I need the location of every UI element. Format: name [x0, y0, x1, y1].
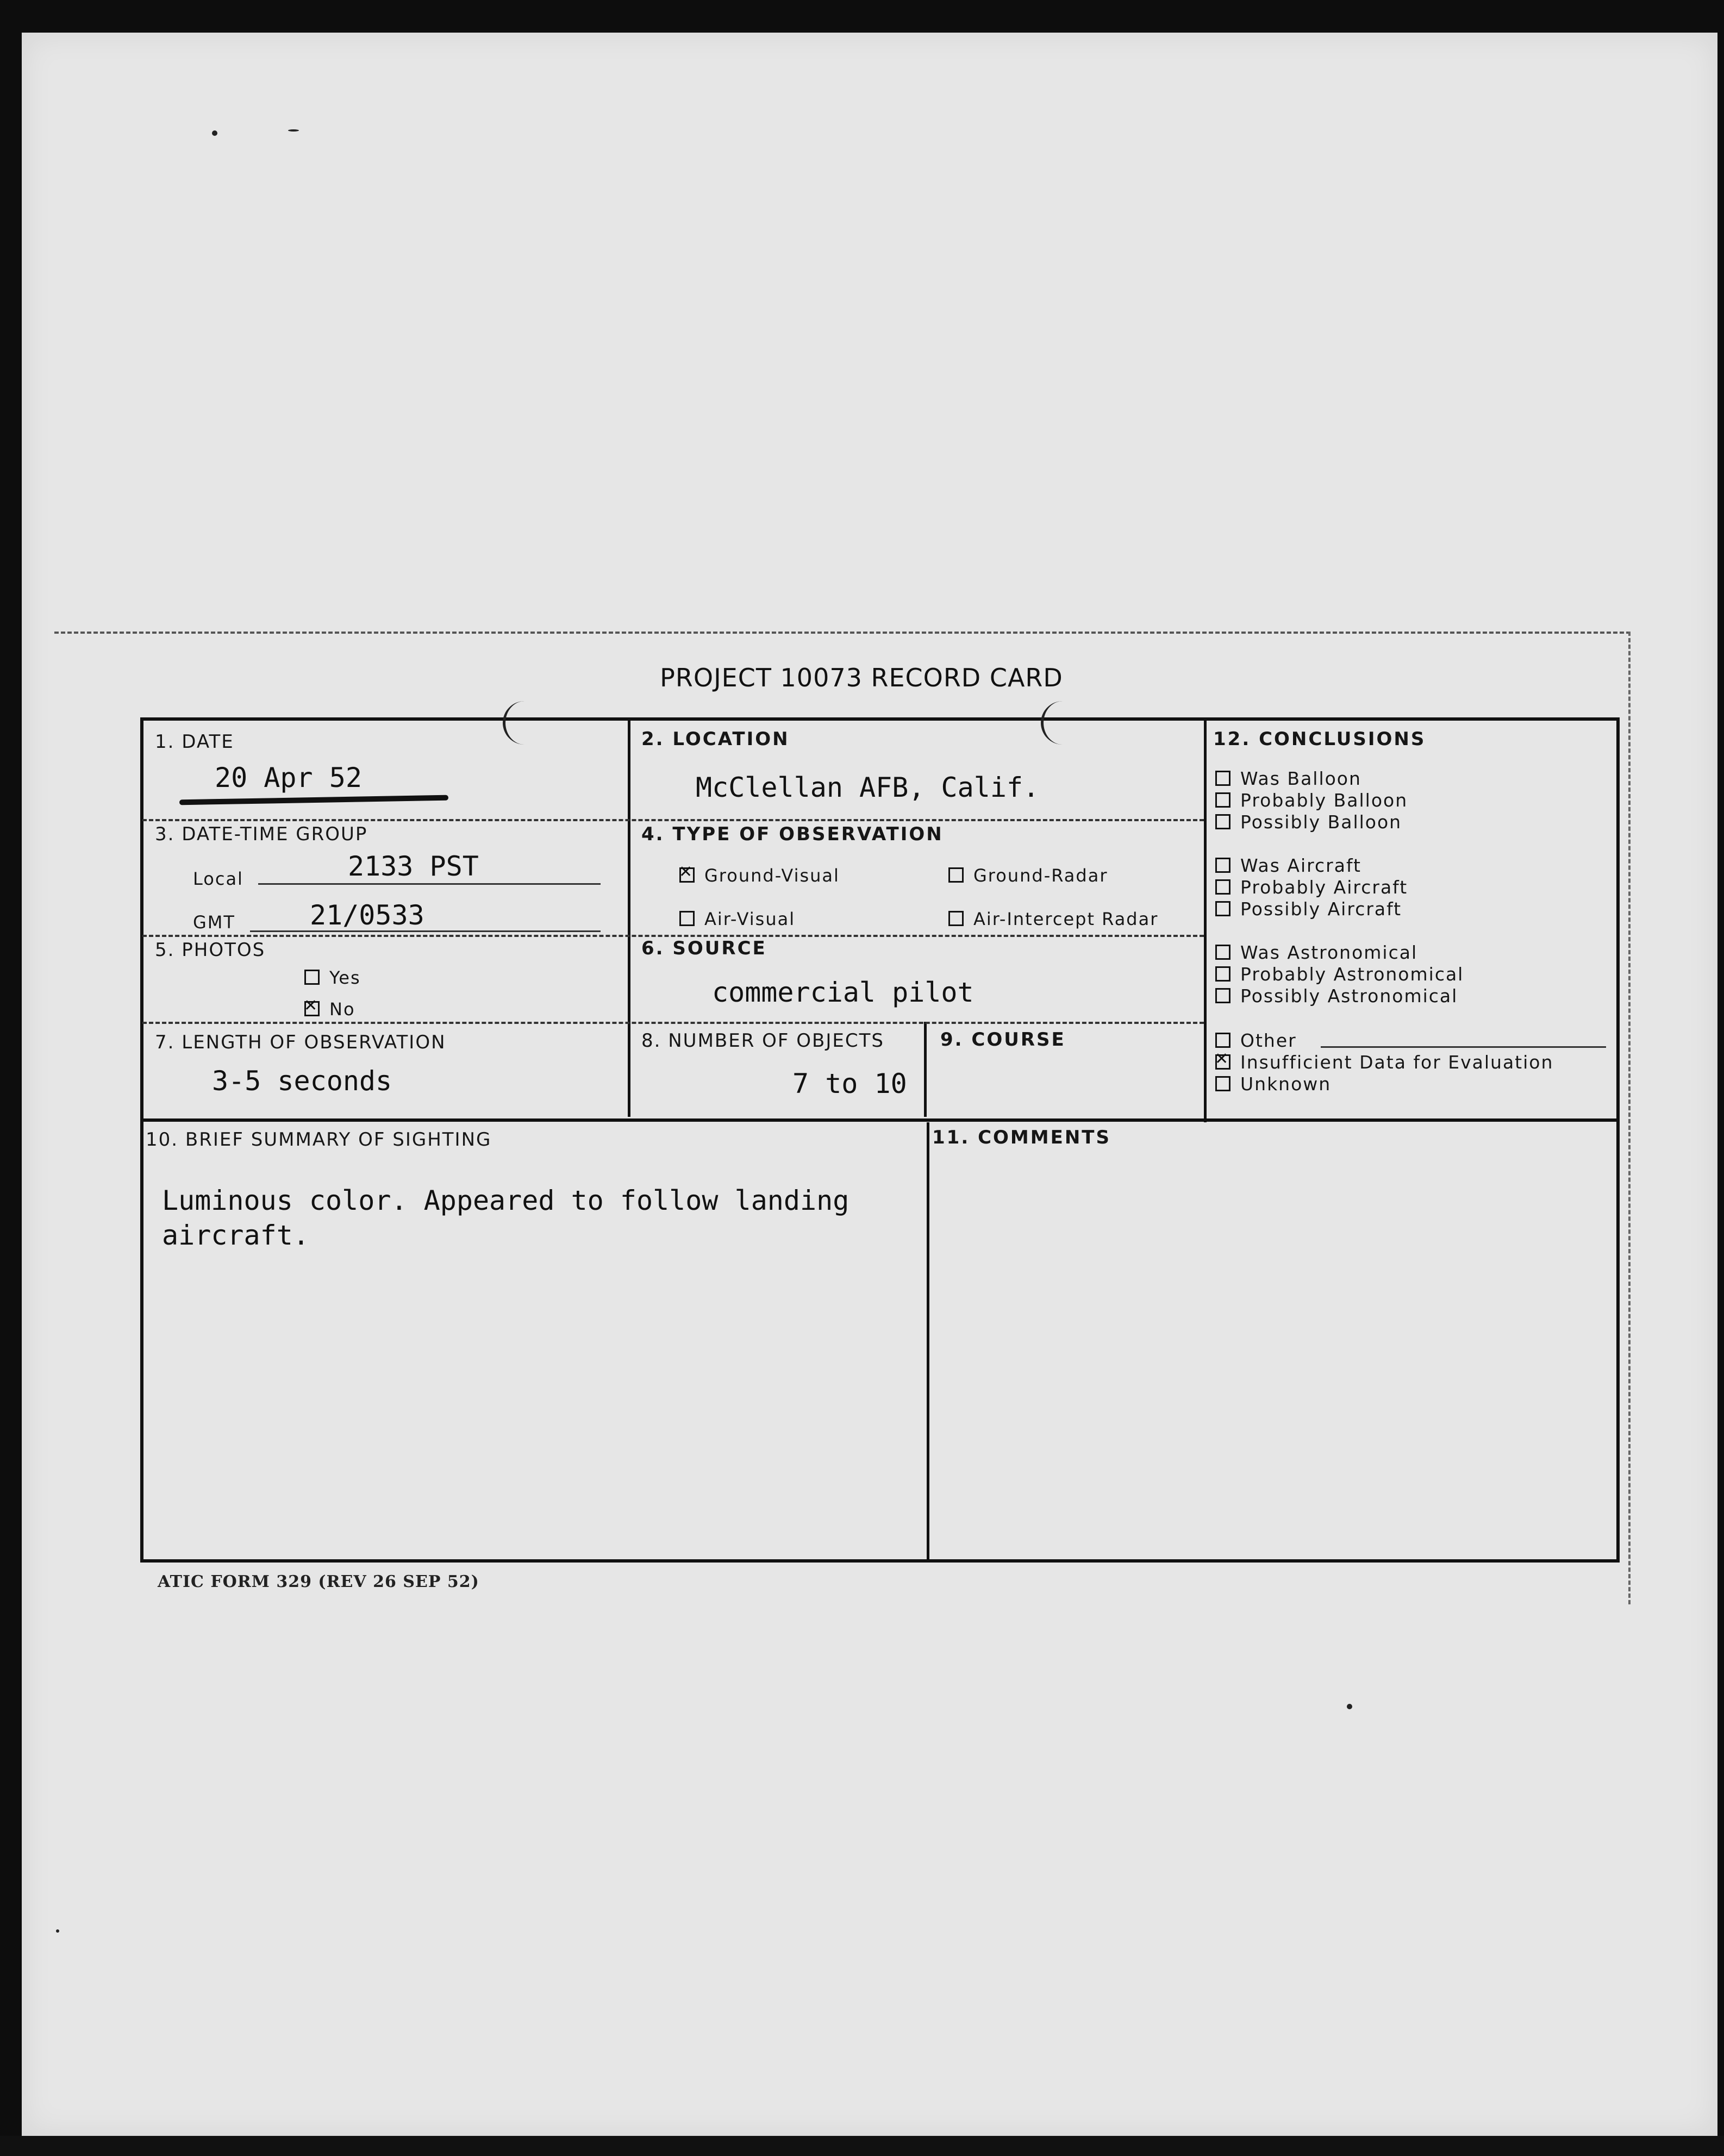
location-label: 2. LOCATION — [641, 728, 790, 750]
checkbox-ground-radar[interactable] — [948, 867, 964, 883]
checkbox[interactable] — [1215, 814, 1230, 829]
scan-border-bottom — [0, 2136, 1724, 2156]
source-label: 6. SOURCE — [641, 938, 767, 959]
objects-label: 8. NUMBER OF OBJECTS — [641, 1030, 884, 1052]
other-underline — [1321, 1046, 1606, 1048]
local-underline — [258, 883, 601, 885]
summary-line-2: aircraft. — [162, 1220, 309, 1251]
conclusion-possibly-astronomical[interactable]: Possibly Astronomical — [1215, 985, 1458, 1007]
checkbox-air-visual[interactable] — [679, 911, 695, 926]
scan-speck — [212, 130, 217, 136]
grid-divider — [142, 1022, 1204, 1024]
scan-speck — [56, 1929, 59, 1933]
source-value: commercial pilot — [712, 977, 974, 1008]
checkbox[interactable] — [1215, 792, 1230, 808]
checkbox-photos-yes[interactable] — [304, 970, 320, 985]
checkbox-ground-visual[interactable] — [679, 867, 695, 883]
option-photos-no[interactable]: ✕No — [304, 999, 355, 1020]
gmt-value: 21/0533 — [310, 899, 424, 931]
scan-border-left — [0, 0, 22, 2156]
card-title: PROJECT 10073 RECORD CARD — [660, 663, 1063, 692]
length-label: 7. LENGTH OF OBSERVATION — [155, 1032, 446, 1053]
date-value: 20 Apr 52 — [215, 762, 362, 793]
scan-speck — [1347, 1704, 1352, 1709]
gmt-underline — [250, 930, 601, 932]
option-air-intercept-radar[interactable]: Air-Intercept Radar — [948, 909, 1158, 929]
conclusions-label: 12. CONCLUSIONS — [1213, 728, 1426, 750]
date-label: 1. DATE — [155, 731, 234, 753]
conclusion-probably-aircraft[interactable]: Probably Aircraft — [1215, 877, 1408, 898]
conclusion-was-astronomical[interactable]: Was Astronomical — [1215, 942, 1417, 963]
checkbox[interactable] — [1215, 1076, 1230, 1091]
local-time-value: 2133 PST — [348, 851, 479, 882]
option-air-visual[interactable]: Air-Visual — [679, 909, 795, 929]
grid-divider — [927, 1122, 929, 1563]
checkbox[interactable] — [1215, 858, 1230, 873]
checkbox[interactable] — [1215, 901, 1230, 916]
checkbox[interactable] — [1215, 1033, 1230, 1048]
scan-speck — [288, 129, 299, 132]
checkbox[interactable] — [1215, 966, 1230, 982]
scan-border-right — [1717, 0, 1724, 2156]
conclusion-unknown[interactable]: Unknown — [1215, 1073, 1331, 1095]
conclusion-probably-astronomical[interactable]: Probably Astronomical — [1215, 964, 1464, 985]
option-ground-radar[interactable]: Ground-Radar — [948, 865, 1108, 886]
checkbox-air-intercept-radar[interactable] — [948, 911, 964, 926]
grid-divider — [142, 935, 1204, 937]
grid-divider — [142, 1118, 1618, 1122]
checkbox-photos-no[interactable] — [304, 1001, 320, 1016]
grid-divider — [1204, 720, 1207, 1122]
course-label: 9. COURSE — [940, 1029, 1066, 1051]
option-ground-visual[interactable]: ✕Ground-Visual — [679, 865, 840, 886]
conclusion-other[interactable]: Other — [1215, 1030, 1297, 1051]
comments-label: 11. COMMENTS — [932, 1127, 1111, 1148]
summary-line-1: Luminous color. Appeared to follow landing — [162, 1185, 849, 1216]
date-time-group-label: 3. DATE-TIME GROUP — [155, 823, 368, 845]
conclusion-probably-balloon[interactable]: Probably Balloon — [1215, 790, 1408, 811]
local-label: Local — [193, 868, 243, 889]
option-photos-yes[interactable]: Yes — [304, 967, 361, 988]
summary-label: 10. BRIEF SUMMARY OF SIGHTING — [146, 1129, 492, 1151]
grid-divider — [628, 720, 630, 1117]
photos-label: 5. PHOTOS — [155, 939, 266, 961]
objects-value: 7 to 10 — [792, 1068, 907, 1099]
conclusion-was-balloon[interactable]: Was Balloon — [1215, 768, 1361, 789]
grid-divider — [924, 1022, 927, 1117]
checkbox[interactable] — [1215, 945, 1230, 960]
checkbox[interactable] — [1215, 988, 1230, 1003]
checkbox[interactable] — [1215, 771, 1230, 786]
conclusion-possibly-aircraft[interactable]: Possibly Aircraft — [1215, 898, 1402, 920]
checkbox[interactable] — [1215, 1054, 1230, 1070]
conclusion-insufficient-data[interactable]: ✕Insufficient Data for Evaluation — [1215, 1052, 1553, 1073]
type-of-observation-label: 4. TYPE OF OBSERVATION — [641, 823, 944, 845]
grid-divider — [142, 819, 1204, 821]
card-perforation-top — [54, 632, 1631, 634]
scan-border-top — [0, 0, 1724, 33]
location-value: McClellan AFB, Calif. — [696, 772, 1040, 803]
card-perforation-right — [1628, 632, 1631, 1604]
conclusion-possibly-balloon[interactable]: Possibly Balloon — [1215, 811, 1402, 833]
gmt-label: GMT — [193, 912, 235, 933]
length-value: 3-5 seconds — [212, 1065, 392, 1097]
checkbox[interactable] — [1215, 879, 1230, 895]
conclusion-was-aircraft[interactable]: Was Aircraft — [1215, 855, 1361, 876]
form-number: ATIC FORM 329 (REV 26 SEP 52) — [158, 1572, 479, 1591]
